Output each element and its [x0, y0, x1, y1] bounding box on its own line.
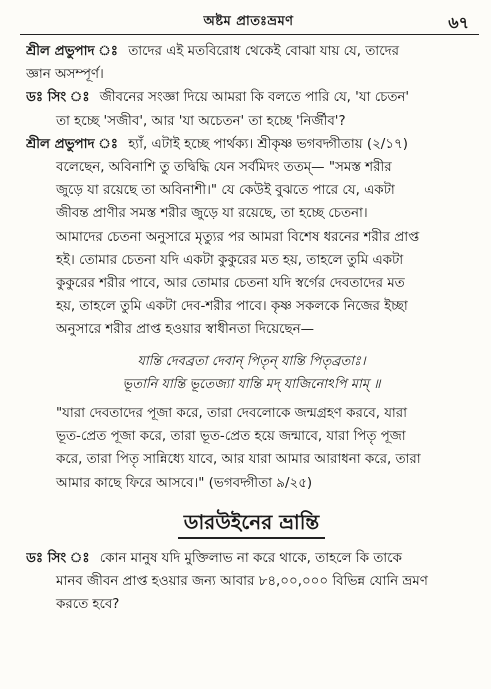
page-body [26, 40, 477, 617]
speaker-label: ডঃ সিং ঃ [26, 551, 90, 567]
dialogue-singh-2 [26, 547, 477, 617]
dialogue-text: তাদের এই মতবিরোধ থেকেই বোঝা যায় যে, তাদের [128, 44, 399, 59]
verse-line: যান্তি দেবব্রতা দেবান্ পিতৃন্ যান্তি পিতৃব্রতাঃ। [137, 353, 366, 369]
dialogue-prabhupada-1 [26, 40, 477, 86]
dialogue-text: আমাদের চেতনা অনুসারে মৃত্যুর পর আমরা বিশেষ ধরনের শরীর প্রাপ্ত [56, 229, 420, 245]
dialogue-text: হই। তোমার চেতনা যদি একটা কুকুরের মত হয়, তাহলে তুমি একটা [56, 252, 404, 268]
sanskrit-verse [26, 350, 477, 396]
speaker-label: শ্রীল প্রভুপাদ ঃ [26, 44, 118, 59]
verse-line: ভূতানি যান্তি ভূতেজ্যা যান্তি মদ্ যাজিনোঽপি মাম্ ॥ [122, 376, 381, 392]
page-header [20, 6, 477, 36]
translation-line: ভূত-প্রেত পূজা করে, তারা ভূত-প্রেত হয়ে জন্মাবে, যারা পিতৃ পূজা [56, 429, 406, 445]
dialogue-singh-1 [26, 86, 477, 132]
dialogue-text: জীবনের সংজ্ঞা দিয়ে আমরা কি বলতে পারি যে, 'যা চেতন' [99, 90, 410, 106]
dialogue-text: কোন মানুষ যদি মুক্তিলাভ না করে থাকে, তাহলে কি তাকে [99, 551, 402, 567]
dialogue-text: কুকুরের শরীর পাবে, আর তোমার চেতনা যদি স্বর্গের দেবতাদের মত [56, 276, 405, 292]
dialogue-text: জ্ঞান অসম্পূর্ণ। [26, 67, 104, 83]
dialogue-text: জুড়ে যা রয়েছে তা অবিনাশী।" যে কেউই বুঝতে পারে যে, একটা [56, 183, 395, 199]
dialogue-text: তা হচ্ছে 'সজীব', আর 'যা অচেতন' তা হচ্ছে 'নির্জীব'? [56, 113, 346, 129]
section-heading [26, 511, 477, 537]
dialogue-text: বলেছেন, অবিনাশি তু তদ্বিদ্ধি যেন সর্বমিদং ততম্— "সমস্ত শরীর [56, 160, 392, 176]
header-rule [20, 34, 479, 35]
translation-line: "যারা দেবতাদের পূজা করে, তারা দেবলোকে জন্মগ্রহণ করবে, যারা [56, 406, 408, 422]
dialogue-text: জীবন্ত প্রাণীর সমস্ত শরীর জুড়ে যা রয়েছে, তা হচ্ছে চেতনা। [56, 206, 368, 222]
verse-translation [26, 402, 477, 495]
dialogue-text: হয়, তাহলে তুমি একটা দেব-শরীর পাবে। কৃষ্ণ সকলকে নিজের ইচ্ছা [56, 299, 408, 315]
dialogue-text: অনুসারে শরীর প্রাপ্ত হওয়ার স্বাধীনতা দিয়েছেন— [56, 322, 315, 338]
chapter-title: অষ্টম প্রাতঃভ্রমণ [203, 14, 294, 29]
page-number: ৬৭ [448, 13, 469, 32]
speaker-label: ডঃ সিং ঃ [26, 90, 90, 106]
dialogue-prabhupada-2 [26, 133, 477, 342]
translation-line: আমার কাছে ফিরে আসবে।" (ভগবদ্গীতা ৯/২৫) [56, 475, 313, 491]
speaker-label: শ্রীল প্রভুপাদ ঃ [26, 136, 118, 152]
dialogue-text: মানব জীবন প্রাপ্ত হওয়ার জন্য আবার ৮৪,০০,০০০ বিভিন্ন যোনি ভ্রমণ [56, 574, 428, 590]
translation-line: করে, তারা পিতৃ সান্নিধ্যে যাবে, আর যারা আমার আরাধনা করে, তারা [56, 452, 421, 468]
section-heading-text: ডারউইনের ভ্রান্তি [178, 510, 325, 539]
dialogue-text: হ্যাঁ, এটাই হচ্ছে পার্থক্য। শ্রীকৃষ্ণ ভগবদ্গীতায় (২/১৭) [128, 136, 408, 152]
dialogue-text: করতে হবে? [56, 597, 120, 613]
